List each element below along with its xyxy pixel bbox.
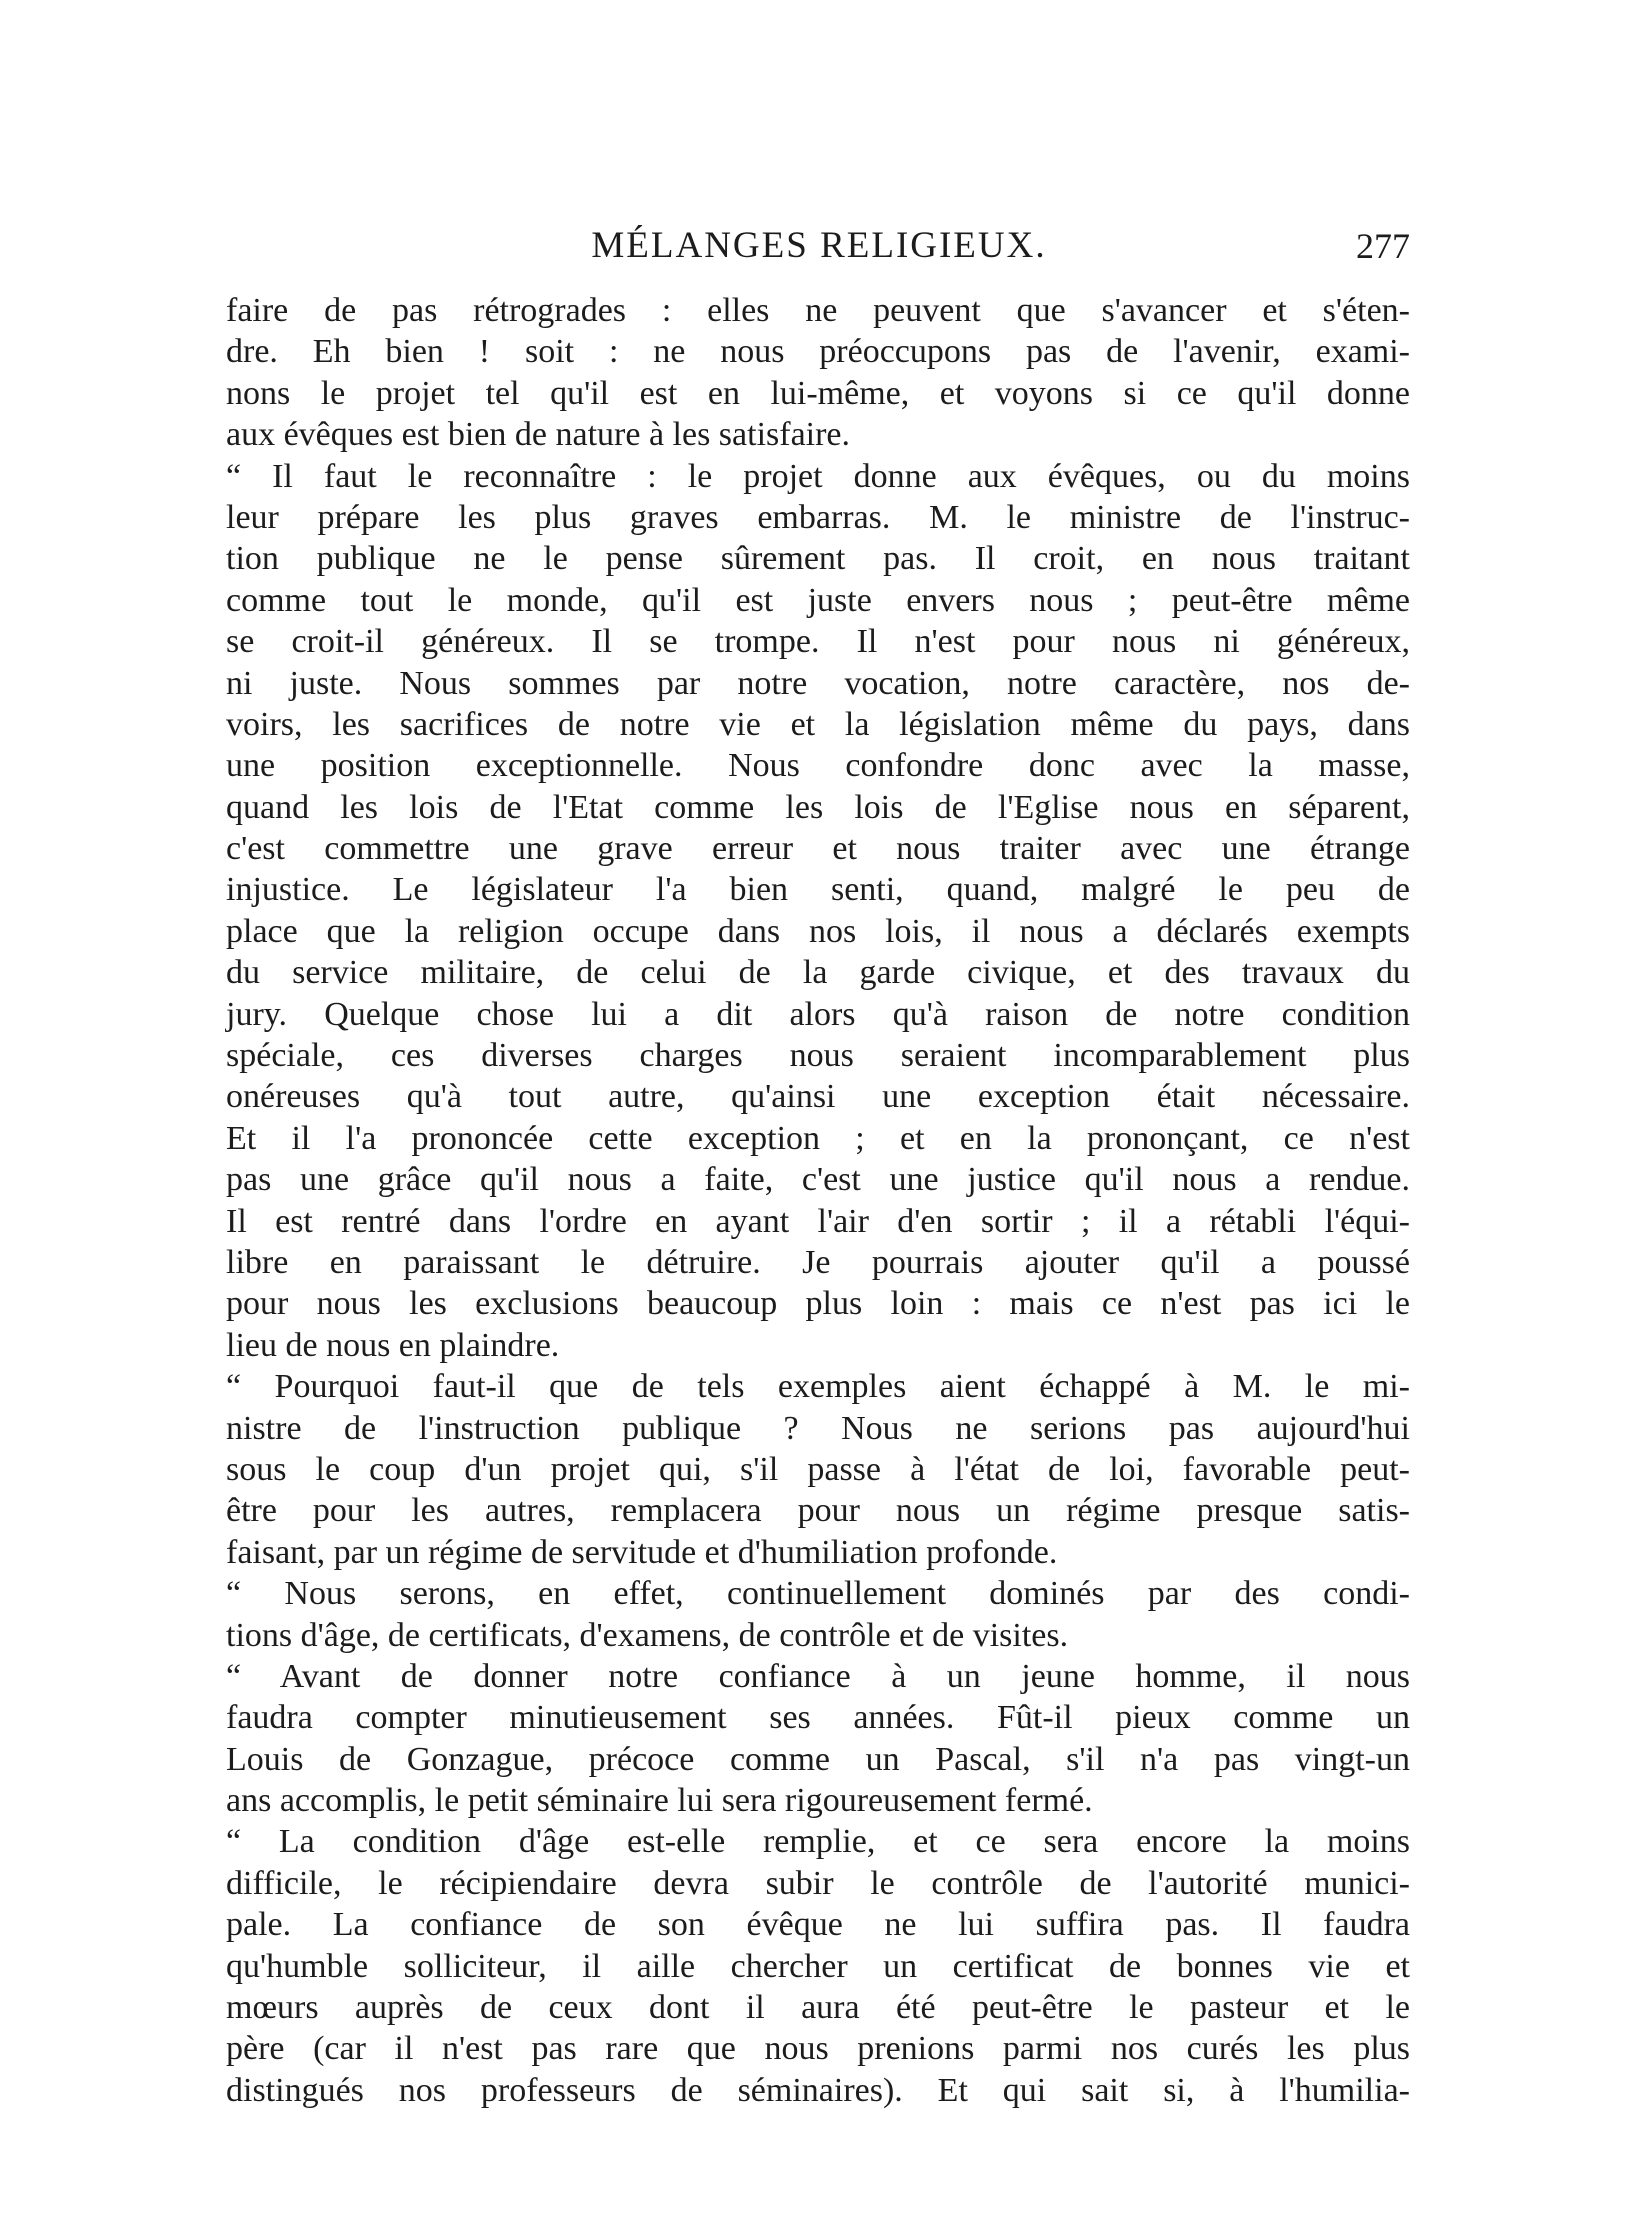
text-line: jury. Quelque chose lui a dit alors qu'à raison de notre condition	[226, 995, 1410, 1033]
text-line: “ Avant de donner notre confiance à un jeune homme, il nous	[226, 1657, 1410, 1695]
text-line: “ Nous serons, en effet, continuellement dominés par des condi-	[226, 1575, 1410, 1613]
running-title: MÉLANGES RELIGIEUX.	[591, 225, 1047, 266]
text-line: difficile, le récipiendaire devra subir le contrôle de l'autorité munici-	[226, 1864, 1410, 1902]
text-line: faisant, par un régime de servitude et d'humiliation profonde.	[226, 1533, 1058, 1571]
text-line: aux évêques est bien de nature à les satisfaire.	[226, 416, 851, 454]
text-line: distingués nos professeurs de séminaires). Et qui sait si, à l'humilia-	[226, 2071, 1410, 2109]
text-line: ni juste. Nous sommes par notre vocation, notre caractère, nos de-	[226, 664, 1410, 702]
text-line: pas une grâce qu'il nous a faite, c'est une justice qu'il nous a rendue.	[226, 1161, 1410, 1199]
running-head	[228, 216, 1410, 276]
text-line: comme tout le monde, qu'il est juste envers nous ; peut-être même	[226, 581, 1410, 619]
text-line: du service militaire, de celui de la garde civique, et des travaux du	[226, 954, 1410, 992]
text-line: faudra compter minutieusement ses années. Fût-il pieux comme un	[226, 1699, 1410, 1737]
text-line: faire de pas rétrogrades : elles ne peuvent que s'avancer et s'éten-	[226, 292, 1410, 329]
text-line: Il est rentré dans l'ordre en ayant l'air d'en sortir ; il a rétabli l'équi-	[226, 1202, 1410, 1240]
text-line: c'est commettre une grave erreur et nous traiter avec une étrange	[226, 830, 1410, 868]
text-line: Et il l'a prononcée cette exception ; et en la prononçant, ce n'est	[226, 1119, 1410, 1157]
text-line: se croit-il généreux. Il se trompe. Il n'est pour nous ni généreux,	[226, 623, 1410, 661]
text-line: une position exceptionnelle. Nous confondre donc avec la masse,	[226, 747, 1410, 785]
text-line: nons le projet tel qu'il est en lui-même, et voyons si ce qu'il donne	[226, 374, 1410, 412]
text-line: Louis de Gonzague, précoce comme un Pascal, s'il n'a pas vingt-un	[226, 1740, 1410, 1778]
text-line: qu'humble solliciteur, il aille chercher un certificat de bonnes vie et	[226, 1947, 1410, 1985]
text-line: pour nous les exclusions beaucoup plus loin : mais ce n'est pas ici le	[226, 1285, 1410, 1323]
text-line: tion publique ne le pense sûrement pas. Il croit, en nous traitant	[226, 540, 1410, 578]
text-line: “ Il faut le reconnaître : le projet donne aux évêques, ou du moins	[226, 457, 1410, 495]
text-line: père (car il n'est pas rare que nous prenions parmi nos curés les plus	[226, 2030, 1410, 2068]
text-line: onéreuses qu'à tout autre, qu'ainsi une exception était nécessaire.	[226, 1078, 1410, 1116]
body-text	[226, 290, 1410, 2111]
text-line: “ La condition d'âge est-elle remplie, et ce sera encore la moins	[226, 1823, 1410, 1861]
text-line: injustice. Le législateur l'a bien senti, quand, malgré le peu de	[226, 871, 1410, 909]
text-line: leur prépare les plus graves embarras. M. le ministre de l'instruc-	[226, 498, 1410, 536]
text-line: libre en paraissant le détruire. Je pourrais ajouter qu'il a poussé	[226, 1243, 1410, 1281]
text-line: dre. Eh bien ! soit : ne nous préoccupons pas de l'avenir, exami-	[226, 333, 1410, 371]
text-line: lieu de nous en plaindre.	[226, 1326, 560, 1364]
text-line: spéciale, ces diverses charges nous seraient incomparablement plus	[226, 1037, 1410, 1075]
text-line: “ Pourquoi faut-il que de tels exemples aient échappé à M. le mi-	[226, 1368, 1410, 1406]
page-number: 277	[1356, 226, 1410, 266]
text-line: pale. La confiance de son évêque ne lui suffira pas. Il faudra	[226, 1906, 1410, 1944]
text-line: sous le coup d'un projet qui, s'il passe à l'état de loi, favorable peut-	[226, 1450, 1410, 1488]
text-line: être pour les autres, remplacera pour nous un régime presque satis-	[226, 1492, 1410, 1530]
text-line: place que la religion occupe dans nos lois, il nous a déclarés exempts	[226, 912, 1410, 950]
text-line: quand les lois de l'Etat comme les lois de l'Eglise nous en séparent,	[226, 788, 1410, 826]
text-line: nistre de l'instruction publique ? Nous ne serions pas aujourd'hui	[226, 1409, 1410, 1447]
text-line: mœurs auprès de ceux dont il aura été peut-être le pasteur et le	[226, 1989, 1410, 2027]
text-line: tions d'âge, de certificats, d'examens, de contrôle et de visites.	[226, 1616, 1069, 1654]
text-line: voirs, les sacrifices de notre vie et la législation même du pays, dans	[226, 705, 1410, 743]
text-line: ans accomplis, le petit séminaire lui sera rigoureusement fermé.	[226, 1782, 1093, 1820]
